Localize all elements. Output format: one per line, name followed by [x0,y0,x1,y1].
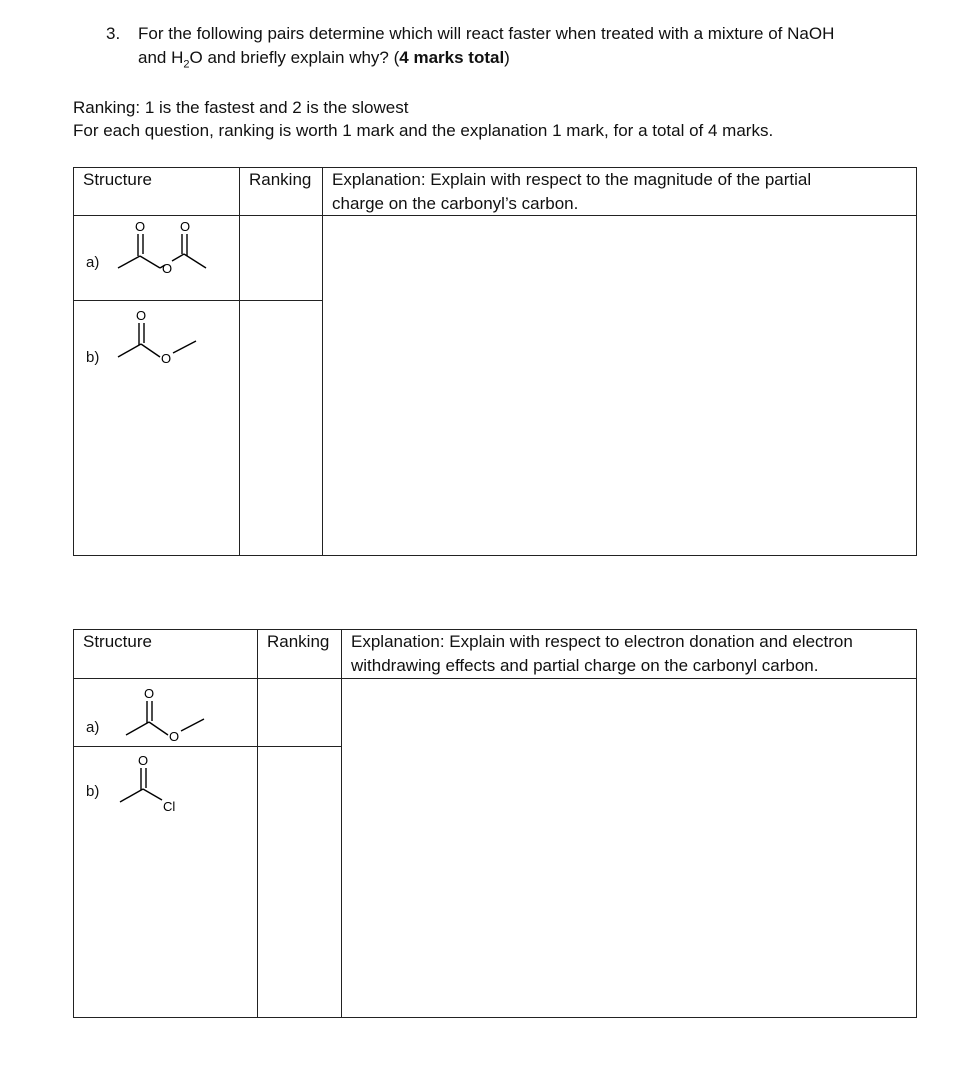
marking-instructions: For each question, ranking is worth 1 mark and the explanation 1 mark, for a total of 4 marks. [73,121,774,140]
atom-o-carbonyl: O [144,686,155,701]
question-number: 3. [106,24,121,43]
header-structure: Structure [83,632,152,651]
atom-o-ester: O [161,351,172,366]
header-ranking: Ranking [267,632,330,651]
question-text-line1: For the following pairs determine which will react faster when treated with a mixture of NaOH [138,24,835,43]
atom-o-ester: O [169,729,180,744]
acetic-anhydride-structure [110,218,220,278]
header-explanation: Explanation: Explain with respect to electron donation and electron [351,632,853,651]
header-explanation: Explanation: Explain with respect to the magnitude of the partial [332,170,812,189]
ranking-instructions: Ranking: 1 is the fastest and 2 is the slowest [73,98,409,117]
marks-total: 4 marks total [399,48,505,67]
row-label-a: a) [86,254,100,271]
header-explanation-cont: withdrawing effects and partial charge on the carbonyl carbon. [351,656,819,675]
atom-o-carbonyl: O [138,753,149,768]
atom-o-1: O [135,219,146,234]
row-label-b: b) [86,349,100,366]
methyl-acetate-structure [110,305,210,370]
row-label-a: a) [86,719,100,736]
atom-o-2: O [180,219,191,234]
header-structure: Structure [83,170,152,189]
row-label-b: b) [86,783,100,800]
header-ranking: Ranking [249,170,312,189]
atom-o-3: O [162,261,173,276]
acetyl-chloride-structure [112,750,202,815]
atom-o-carbonyl: O [136,308,147,323]
methyl-acetate-structure [118,683,218,748]
header-explanation-cont: charge on the carbonyl’s carbon. [332,194,579,213]
question-text-line2: and $H_2O$ and briefly explain why? (4 marks total) [138,48,510,71]
atom-cl: Cl [163,799,176,814]
